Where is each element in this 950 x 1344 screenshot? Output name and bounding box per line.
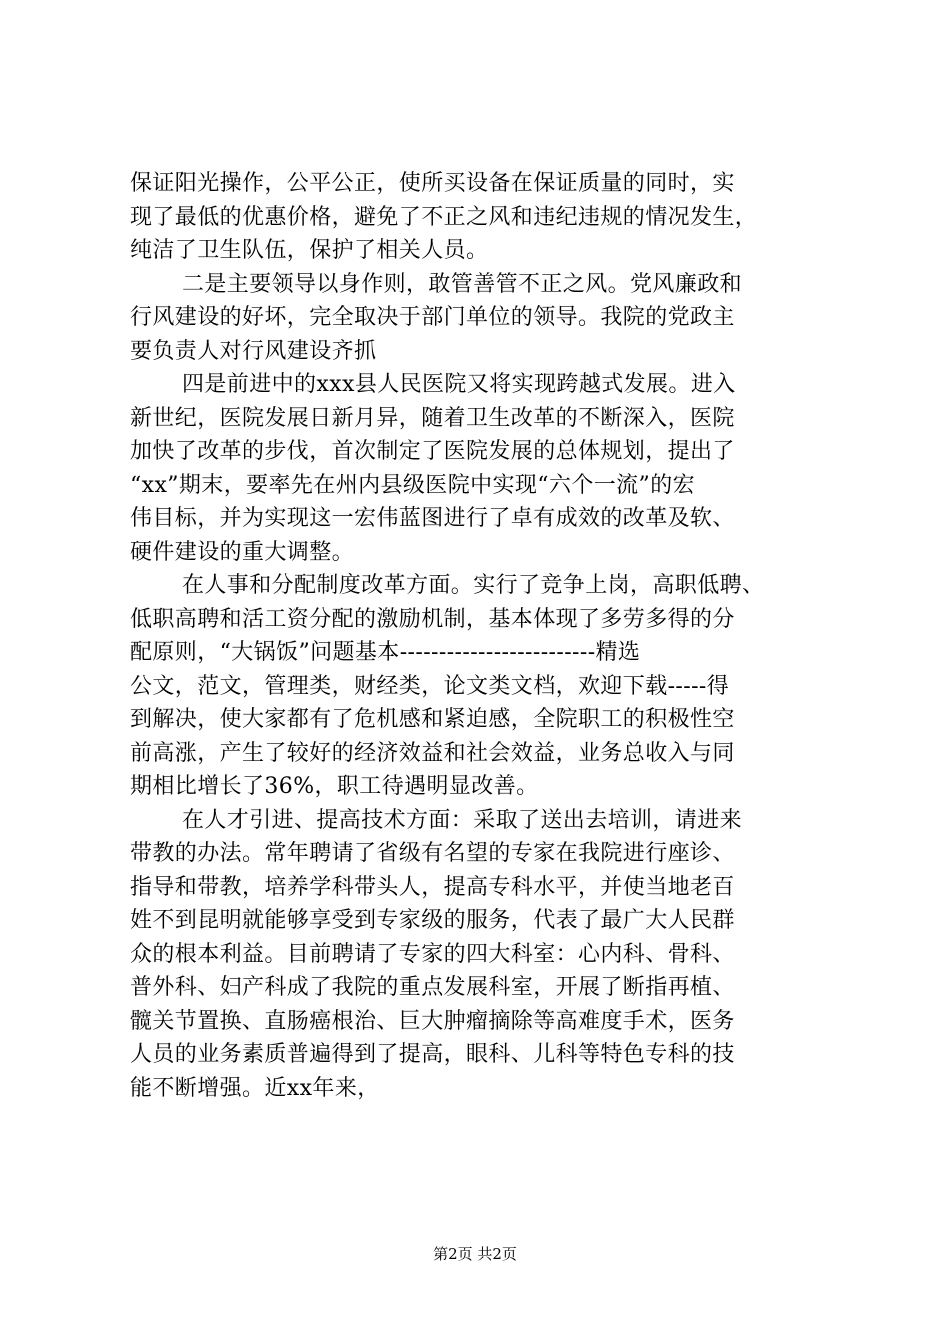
text-line: 保证阳光操作，公平公正，使所买设备在保证质量的同时，实 [130, 171, 735, 196]
text-line: 新世纪，医院发展日新月异，随着卫生改革的不断深入，医院 [130, 405, 735, 431]
text-line: “xx”期末，要率先在州内县级医院中实现“六个一流”的宏 [130, 472, 696, 498]
page-footer [0, 1244, 950, 1264]
text-line: 要负责人对行风建设齐抓 [130, 338, 377, 364]
text-line: 到解决，使大家都有了危机感和紧迫感，全院职工的积极性空 [130, 707, 735, 732]
text-line: 低职高聘和活工资分配的激励机制，基本体现了多劳多得的分 [130, 606, 735, 632]
text-line: 普外科、妇产科成了我院的重点发展科室，开展了断指再植、 [130, 975, 735, 1000]
text-line: 配原则，“大锅饭”问题基本-------------------------精选 [130, 640, 641, 665]
text-line: 期相比增长了36%，职工待遇明显改善。 [130, 774, 539, 799]
text-line: 加快了改革的步伐，首次制定了医院发展的总体规划，提出了 [130, 439, 735, 464]
text-line: 人员的业务素质普遍得到了提高，眼科、儿科等特色专科的技 [130, 1042, 735, 1067]
text-line: 带教的办法。常年聘请了省级有名望的专家在我院进行座诊、 [130, 841, 735, 866]
text-line: 伟目标，并为实现这一宏伟蓝图进行了卓有成效的改革及软、 [130, 506, 735, 531]
text-line: 能不断增强。近xx年来， [130, 1075, 380, 1101]
document-body [130, 167, 830, 1105]
text-line: 姓不到昆明就能够享受到专家级的服务，代表了最广大人民群 [130, 908, 735, 933]
text-line: 指导和带教，培养学科带头人，提高专科水平，并使当地老百 [130, 874, 735, 900]
text-line: 现了最低的优惠价格，避免了不正之风和违纪违规的情况发生， [130, 204, 758, 230]
paragraph-start-line: 二是主要领导以身作则，敢管善管不正之风。党风廉政和 [182, 271, 743, 297]
page-number-label: 第2页 共2页 [433, 1245, 517, 1263]
paragraph-start-line: 在人事和分配制度改革方面。实行了竞争上岗，高职低聘、 [182, 573, 765, 598]
text-line: 众的根本利益。目前聘请了专家的四大科室：心内科、骨科、 [130, 941, 735, 967]
text-line: 行风建设的好坏，完全取决于部门单位的领导。我院的党政主 [130, 305, 735, 330]
text-line: 公文，范文，管理类，财经类，论文类文档，欢迎下载-----得 [130, 673, 730, 699]
text-line: 纯洁了卫生队伍，保护了相关人员。 [130, 238, 489, 263]
text-line: 硬件建设的重大调整。 [130, 539, 355, 565]
text-line: 前高涨，产生了较好的经济效益和社会效益，业务总收入与同 [130, 740, 735, 766]
paragraph-start-line: 在人才引进、提高技术方面：采取了送出去培训，请进来 [182, 807, 743, 833]
paragraph-start-line: 四是前进中的xxx县人民医院又将实现跨越式发展。进入 [182, 372, 736, 397]
text-line: 髋关节置换、直肠癌根治、巨大肿瘤摘除等高难度手术，医务 [130, 1008, 735, 1034]
